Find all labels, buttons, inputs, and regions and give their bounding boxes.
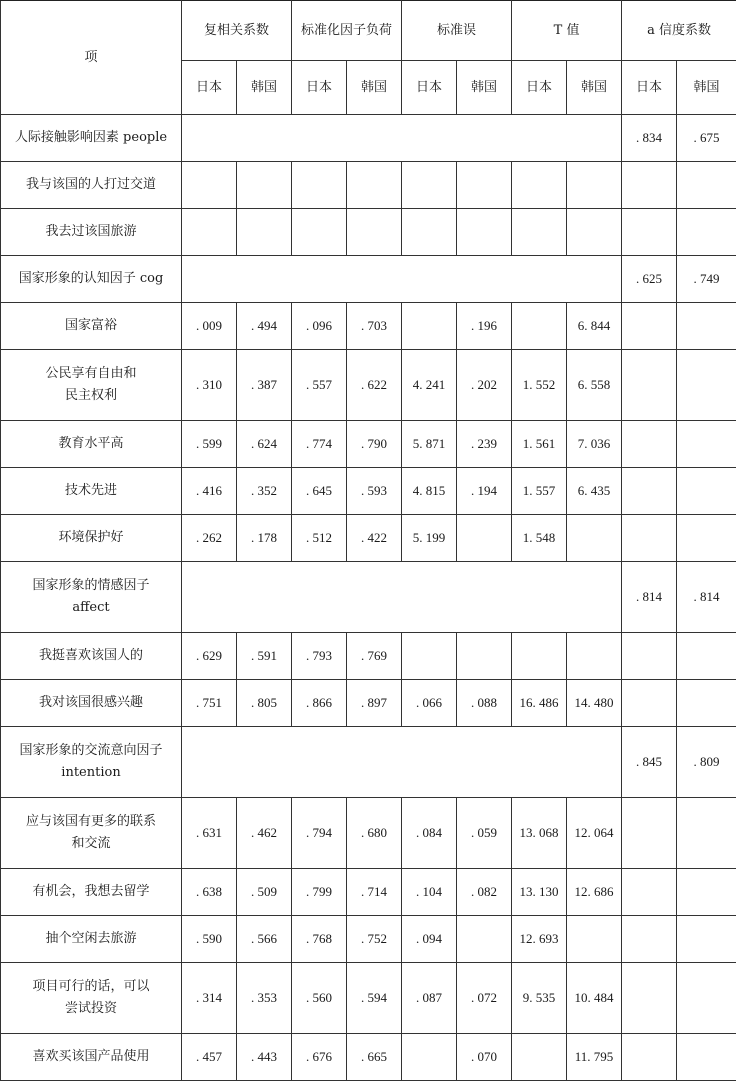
value-cell [567, 633, 622, 680]
row-label: 我对该国很感兴趣 [1, 680, 182, 727]
value-cell: . 196 [457, 303, 512, 350]
row-label: 公民享有自由和 民主权利 [1, 350, 182, 421]
value-cell [622, 916, 677, 963]
value-cell [512, 633, 567, 680]
section-span-cell [182, 727, 622, 798]
item-header: 项 [1, 1, 182, 115]
value-cell: 16. 486 [512, 680, 567, 727]
alpha-korea-cell: . 675 [677, 115, 736, 162]
value-cell: . 443 [237, 1034, 292, 1081]
value-cell: . 387 [237, 350, 292, 421]
value-cell: . 310 [182, 350, 237, 421]
table-row [1, 303, 736, 350]
value-cell [457, 515, 512, 562]
value-cell: 12. 686 [567, 869, 622, 916]
sub-header-korea: 韩国 [237, 61, 292, 115]
row-label: 环境保护好 [1, 515, 182, 562]
value-cell: 12. 693 [512, 916, 567, 963]
value-cell [677, 680, 736, 727]
value-cell: . 560 [292, 963, 347, 1034]
value-cell: . 794 [292, 798, 347, 869]
value-cell [402, 1034, 457, 1081]
section-span-cell [182, 256, 622, 303]
value-cell: . 353 [237, 963, 292, 1034]
group-header-standardized-loading: 标准化因子负荷 [292, 1, 402, 61]
value-cell [622, 963, 677, 1034]
value-cell [402, 162, 457, 209]
value-cell [622, 162, 677, 209]
section-span-cell [182, 115, 622, 162]
value-cell [457, 916, 512, 963]
table-row [1, 1034, 736, 1081]
value-cell [622, 680, 677, 727]
value-cell: . 194 [457, 468, 512, 515]
value-cell: 12. 064 [567, 798, 622, 869]
value-cell [512, 162, 567, 209]
row-label: 国家富裕 [1, 303, 182, 350]
value-cell: 4. 815 [402, 468, 457, 515]
value-cell [457, 633, 512, 680]
value-cell [347, 209, 402, 256]
value-cell: . 599 [182, 421, 237, 468]
value-cell [677, 916, 736, 963]
table-row [1, 468, 736, 515]
value-cell: . 059 [457, 798, 512, 869]
value-cell [567, 916, 622, 963]
value-cell: . 178 [237, 515, 292, 562]
sub-header-japan: 日本 [182, 61, 237, 115]
value-cell [622, 633, 677, 680]
value-cell [622, 350, 677, 421]
table-row [1, 350, 736, 421]
value-cell [512, 1034, 567, 1081]
value-cell [622, 515, 677, 562]
value-cell: 1. 552 [512, 350, 567, 421]
value-cell [677, 1034, 736, 1081]
group-header-t-value: T 值 [512, 1, 622, 61]
table-row [1, 162, 736, 209]
value-cell [622, 468, 677, 515]
value-cell: . 462 [237, 798, 292, 869]
table-row [1, 421, 736, 468]
value-cell [622, 303, 677, 350]
value-cell: . 239 [457, 421, 512, 468]
value-cell: . 622 [347, 350, 402, 421]
value-cell [677, 468, 736, 515]
table-row [1, 680, 736, 727]
value-cell: . 591 [237, 633, 292, 680]
section-row [1, 727, 736, 798]
value-cell: . 096 [292, 303, 347, 350]
alpha-korea-cell: . 814 [677, 562, 736, 633]
group-header-multiple-correlation: 复相关系数 [182, 1, 292, 61]
section-span-cell [182, 562, 622, 633]
value-cell: 1. 557 [512, 468, 567, 515]
value-cell [457, 162, 512, 209]
value-cell [677, 963, 736, 1034]
value-cell [182, 209, 237, 256]
sub-header-japan: 日本 [292, 61, 347, 115]
value-cell [402, 633, 457, 680]
alpha-japan-cell: . 834 [622, 115, 677, 162]
section-label: 人际接触影响因素 people [1, 115, 182, 162]
section-row [1, 562, 736, 633]
value-cell: 10. 484 [567, 963, 622, 1034]
value-cell: . 866 [292, 680, 347, 727]
table-row [1, 515, 736, 562]
table-row [1, 963, 736, 1034]
value-cell: 13. 068 [512, 798, 567, 869]
value-cell [567, 209, 622, 256]
value-cell: . 624 [237, 421, 292, 468]
value-cell: . 805 [237, 680, 292, 727]
value-cell: . 104 [402, 869, 457, 916]
value-cell: 7. 036 [567, 421, 622, 468]
section-label: 国家形象的认知因子 cog [1, 256, 182, 303]
row-label: 技术先进 [1, 468, 182, 515]
table-row [1, 798, 736, 869]
row-label: 教育水平高 [1, 421, 182, 468]
value-cell: . 768 [292, 916, 347, 963]
table-row [1, 633, 736, 680]
value-cell: . 790 [347, 421, 402, 468]
row-label: 有机会，我想去留学 [1, 869, 182, 916]
value-cell: 5. 871 [402, 421, 457, 468]
value-cell: . 422 [347, 515, 402, 562]
table-row [1, 869, 736, 916]
value-cell: . 009 [182, 303, 237, 350]
value-cell: . 070 [457, 1034, 512, 1081]
value-cell: . 202 [457, 350, 512, 421]
alpha-korea-cell: . 749 [677, 256, 736, 303]
value-cell [347, 162, 402, 209]
value-cell [237, 209, 292, 256]
value-cell [292, 209, 347, 256]
alpha-japan-cell: . 845 [622, 727, 677, 798]
value-cell [237, 162, 292, 209]
value-cell: 6. 558 [567, 350, 622, 421]
value-cell: 4. 241 [402, 350, 457, 421]
value-cell: . 088 [457, 680, 512, 727]
value-cell: . 457 [182, 1034, 237, 1081]
sub-header-korea: 韩国 [677, 61, 736, 115]
value-cell [677, 303, 736, 350]
row-label: 我去过该国旅游 [1, 209, 182, 256]
value-cell: . 703 [347, 303, 402, 350]
value-cell [292, 162, 347, 209]
value-cell [402, 303, 457, 350]
value-cell: . 714 [347, 869, 402, 916]
value-cell: 5. 199 [402, 515, 457, 562]
alpha-japan-cell: . 814 [622, 562, 677, 633]
value-cell: . 494 [237, 303, 292, 350]
value-cell: . 066 [402, 680, 457, 727]
sub-header-korea: 韩国 [347, 61, 402, 115]
row-label: 我挺喜欢该国人的 [1, 633, 182, 680]
section-label: 国家形象的情感因子 affect [1, 562, 182, 633]
value-cell [677, 515, 736, 562]
value-cell [622, 798, 677, 869]
row-label: 喜欢买该国产品使用 [1, 1034, 182, 1081]
value-cell [567, 515, 622, 562]
value-cell: . 590 [182, 916, 237, 963]
table-row [1, 916, 736, 963]
value-cell: . 752 [347, 916, 402, 963]
value-cell: . 416 [182, 468, 237, 515]
value-cell: . 629 [182, 633, 237, 680]
value-cell [677, 633, 736, 680]
value-cell [457, 209, 512, 256]
value-cell: . 094 [402, 916, 457, 963]
value-cell [622, 421, 677, 468]
row-label: 抽个空闲去旅游 [1, 916, 182, 963]
value-cell [512, 303, 567, 350]
value-cell: . 084 [402, 798, 457, 869]
value-cell [622, 209, 677, 256]
sub-header-japan: 日本 [512, 61, 567, 115]
value-cell: . 557 [292, 350, 347, 421]
table-body [1, 115, 736, 1081]
group-header-standard-error: 标准误 [402, 1, 512, 61]
value-cell: 6. 844 [567, 303, 622, 350]
value-cell: . 262 [182, 515, 237, 562]
value-cell [677, 350, 736, 421]
value-cell: . 645 [292, 468, 347, 515]
section-row [1, 256, 736, 303]
alpha-japan-cell: . 625 [622, 256, 677, 303]
value-cell: . 082 [457, 869, 512, 916]
value-cell: 11. 795 [567, 1034, 622, 1081]
value-cell [677, 209, 736, 256]
value-cell [567, 162, 622, 209]
value-cell: . 631 [182, 798, 237, 869]
value-cell: . 593 [347, 468, 402, 515]
value-cell: . 665 [347, 1034, 402, 1081]
value-cell [512, 209, 567, 256]
value-cell: . 897 [347, 680, 402, 727]
value-cell: 13. 130 [512, 869, 567, 916]
sub-header-korea: 韩国 [457, 61, 512, 115]
value-cell [677, 421, 736, 468]
value-cell [677, 869, 736, 916]
section-label: 国家形象的交流意向因子 intention [1, 727, 182, 798]
value-cell [182, 162, 237, 209]
row-label: 我与该国的人打过交道 [1, 162, 182, 209]
value-cell: . 676 [292, 1034, 347, 1081]
sub-header-korea: 韩国 [567, 61, 622, 115]
value-cell: . 774 [292, 421, 347, 468]
value-cell [402, 209, 457, 256]
alpha-korea-cell: . 809 [677, 727, 736, 798]
value-cell: . 509 [237, 869, 292, 916]
value-cell [677, 162, 736, 209]
value-cell: 14. 480 [567, 680, 622, 727]
value-cell: . 594 [347, 963, 402, 1034]
value-cell: 6. 435 [567, 468, 622, 515]
group-header-alpha-reliability: a 信度系数 [622, 1, 736, 61]
value-cell: . 072 [457, 963, 512, 1034]
row-label: 应与该国有更多的联系 和交流 [1, 798, 182, 869]
table-row [1, 209, 736, 256]
value-cell: 1. 561 [512, 421, 567, 468]
value-cell: . 680 [347, 798, 402, 869]
value-cell [622, 1034, 677, 1081]
value-cell: 9. 535 [512, 963, 567, 1034]
value-cell: . 352 [237, 468, 292, 515]
value-cell: 1. 548 [512, 515, 567, 562]
value-cell [677, 798, 736, 869]
value-cell: . 799 [292, 869, 347, 916]
value-cell: . 566 [237, 916, 292, 963]
value-cell: . 751 [182, 680, 237, 727]
section-row [1, 115, 736, 162]
value-cell: . 769 [347, 633, 402, 680]
value-cell [622, 869, 677, 916]
sub-header-japan: 日本 [402, 61, 457, 115]
value-cell: . 087 [402, 963, 457, 1034]
sub-header-japan: 日本 [622, 61, 677, 115]
value-cell: . 314 [182, 963, 237, 1034]
value-cell: . 793 [292, 633, 347, 680]
value-cell: . 512 [292, 515, 347, 562]
value-cell: . 638 [182, 869, 237, 916]
row-label: 项目可行的话，可以 尝试投资 [1, 963, 182, 1034]
